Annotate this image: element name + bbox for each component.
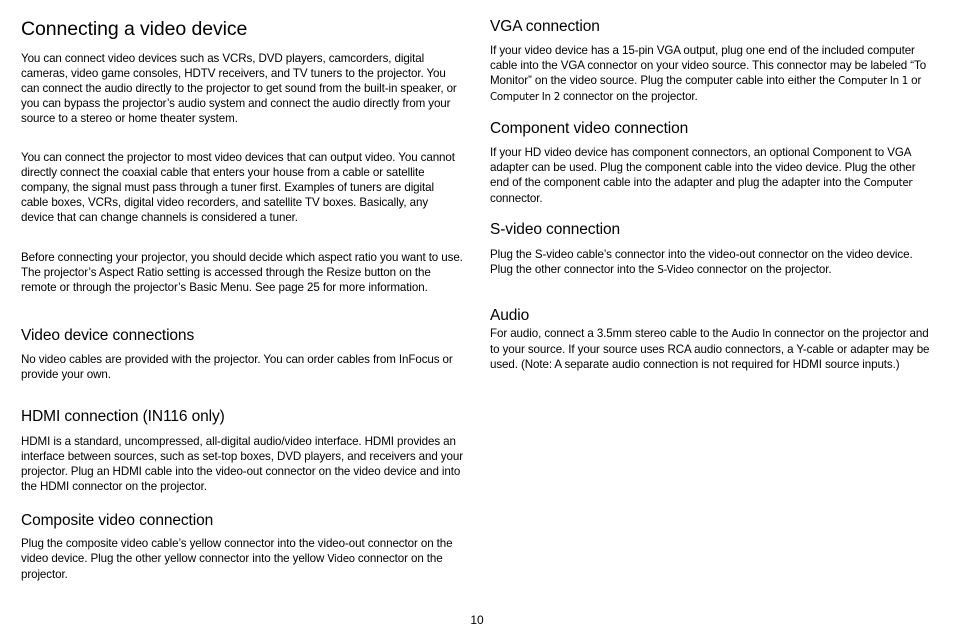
composite-heading: Composite video connection <box>21 512 214 529</box>
computer-in-2-label: Computer In 2 <box>490 91 560 103</box>
component-text-start: If your HD video device has component connectors, an optional Component to VGA adapter can be used. Plug the component cable into the video device. Plug the other end of the component cable into the adapter and plug the adapter into the <box>490 146 916 189</box>
computer-in-1-label: Computer In 1 <box>838 75 909 87</box>
component-text <box>490 145 932 206</box>
composite-text <box>21 536 463 582</box>
audio-text-end: connector on the projector and to your source. If your source uses RCA audio connectors, a Y-cable or adapter may be used. (Note: A separate audio connection is not required for HDMI source inputs.) <box>490 327 930 371</box>
hdmi-text: HDMI is a standard, uncompressed, all-digital audio/video interface. HDMI provides an interface between sources, such as set-top boxes, DVD players, and receivers and your projector. Plug an HDMI cable into the video-out connector on the video device and into the HDMI connector on the projector. <box>21 435 463 493</box>
video-device-heading: Video device connections <box>21 327 195 344</box>
vga-text-or: or <box>908 74 922 87</box>
vga-text <box>490 43 932 105</box>
intro-paragraph-3: Before connecting your projector, you should decide which aspect ratio you want to use. The projector’s Aspect Ratio setting is accessed through the Resize button on the remote or through the projector’s Basic Menu. See page 25 for more information. <box>21 251 463 294</box>
composite-text-end: connector on the projector. <box>21 552 443 581</box>
svideo-text-end: connector on the projector. <box>693 263 832 276</box>
audio-text <box>490 326 932 372</box>
hdmi-heading: HDMI connection (IN116 only) <box>21 408 225 425</box>
s-video-connector-label: S-Video <box>657 264 694 276</box>
page-title: Connecting a video device <box>21 18 248 40</box>
audio-text-start: For audio, connect a 3.5mm stereo cable to the <box>490 327 732 340</box>
audio-heading: Audio <box>490 307 530 324</box>
intro-paragraph-1: You can connect video devices such as VCRs, DVD players, camcorders, digital cameras, video game consoles, HDTV receivers, and TV tuners to the projector. You can connect the audio directly to the projector to get sound from the built-in speaker, or you can bypass the projector’s audio system and connect the audio directly from your source to a stereo or home theater system. <box>21 52 457 125</box>
svideo-text <box>490 247 932 278</box>
computer-connector-label: Computer <box>863 177 913 189</box>
page-number: 10 <box>470 613 484 627</box>
composite-text-start: Plug the composite video cable’s yellow connector into the video-out connector on the video device. Plug the other yellow connector into the yellow <box>21 537 453 565</box>
component-heading: Component video connection <box>490 120 689 137</box>
component-text-end: connector. <box>490 192 543 205</box>
vga-text-end: connector on the projector. <box>559 90 698 103</box>
video-connector-label: Video <box>327 553 355 565</box>
svideo-text-start: Plug the S-video cable’s connector into the video-out connector on the video device. Plug the other connector into the <box>490 248 913 276</box>
vga-heading: VGA connection <box>490 18 600 35</box>
video-device-text: No video cables are provided with the projector. You can order cables from InFocus or provide your own. <box>21 353 453 381</box>
intro-paragraph-2: You can connect the projector to most video devices that can output video. You cannot directly connect the coaxial cable that enters your house from a cable or satellite company, the signal must pass through a tuner first. Examples of tuners are digital cable boxes, VCRs, digital video recorders, and satellite TV boxes. Basically, any device that can change channels is considered a tuner. <box>21 151 455 224</box>
svideo-heading: S-video connection <box>490 221 621 238</box>
vga-text-start: If your video device has a 15-pin VGA output, plug one end of the included computer cable into the VGA connector on your video source. This connector may be labeled “To Monitor” on the video source. Plug the computer cable into either the <box>490 44 927 87</box>
audio-in-label: Audio In <box>731 328 772 340</box>
